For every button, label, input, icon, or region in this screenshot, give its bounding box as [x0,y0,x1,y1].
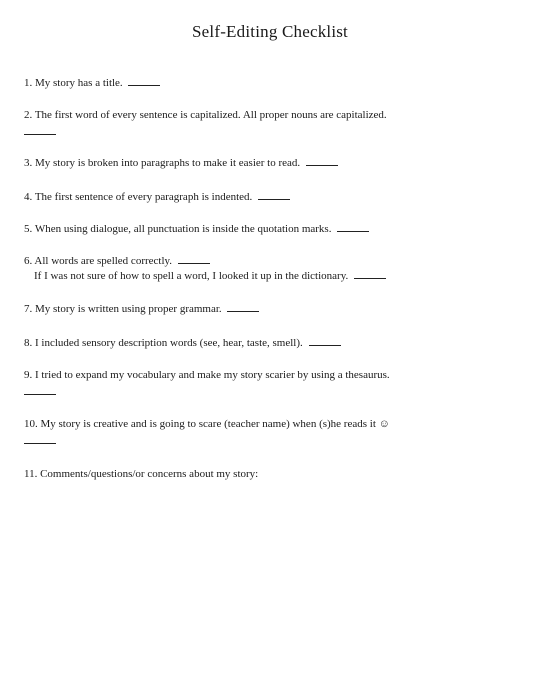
item-number: 5. [24,223,33,235]
answer-blank[interactable] [337,222,369,232]
item-text: My story is creative and is going to scare (teacher name) when (s)he reads it ☺ [40,418,390,430]
item-text: The first sentence of every paragraph is indented. [34,191,253,203]
item-number: 8. [24,337,33,349]
answer-blank[interactable] [309,336,341,346]
checklist-item-9 [24,369,390,382]
item-text: I included sensory description words (see, hear, taste, smell). [35,337,303,349]
checklist-item-11 [24,468,258,481]
answer-blank[interactable] [128,76,160,86]
checklist-item-10 [24,418,390,431]
checklist-item-2 [24,109,387,122]
checklist-item-9-blank-line [24,385,56,399]
item-subtext: If I was not sure of how to spell a word, I looked it up in the dictionary. [34,270,349,282]
item-text: Comments/questions/or concerns about my story: [40,468,259,480]
checklist-item-2-blank-line [24,125,56,139]
item-text: My story is written using proper grammar. [35,303,222,315]
item-text: I tried to expand my vocabulary and make my story scarier by using a thesaurus. [35,369,390,381]
item-number: 10. [24,418,38,430]
checklist-item-3 [24,156,338,170]
checklist-item-6 [24,254,210,268]
checklist-item-10-blank-line [24,434,56,448]
answer-blank[interactable] [24,385,56,395]
answer-blank[interactable] [24,125,56,135]
item-text: My story has a title. [35,77,123,89]
answer-blank[interactable] [227,302,259,312]
item-number: 7. [24,303,33,315]
page-title: Self-Editing Checklist [192,22,348,41]
checklist-item-5 [24,222,369,236]
item-number: 6. [24,255,33,267]
item-number: 3. [24,157,33,169]
checklist-item-1 [24,76,160,90]
checklist-item-8 [24,336,341,350]
checklist-item-7 [24,302,259,316]
answer-blank[interactable] [354,269,386,279]
checklist-item-4 [24,190,290,204]
item-number: 1. [24,77,33,89]
checklist-item-6-subtext [34,269,386,283]
item-number: 9. [24,369,33,381]
item-text: All words are spelled correctly. [34,255,173,267]
answer-blank[interactable] [306,156,338,166]
item-number: 2. [24,109,33,121]
item-text: The first word of every sentence is capitalized. All proper nouns are capitalized. [34,109,387,121]
item-number: 4. [24,191,33,203]
answer-blank[interactable] [24,434,56,444]
item-text: My story is broken into paragraphs to make it easier to read. [35,157,301,169]
answer-blank[interactable] [178,254,210,264]
item-number: 11. [24,468,38,480]
item-text: When using dialogue, all punctuation is inside the quotation marks. [34,223,332,235]
answer-blank[interactable] [258,190,290,200]
